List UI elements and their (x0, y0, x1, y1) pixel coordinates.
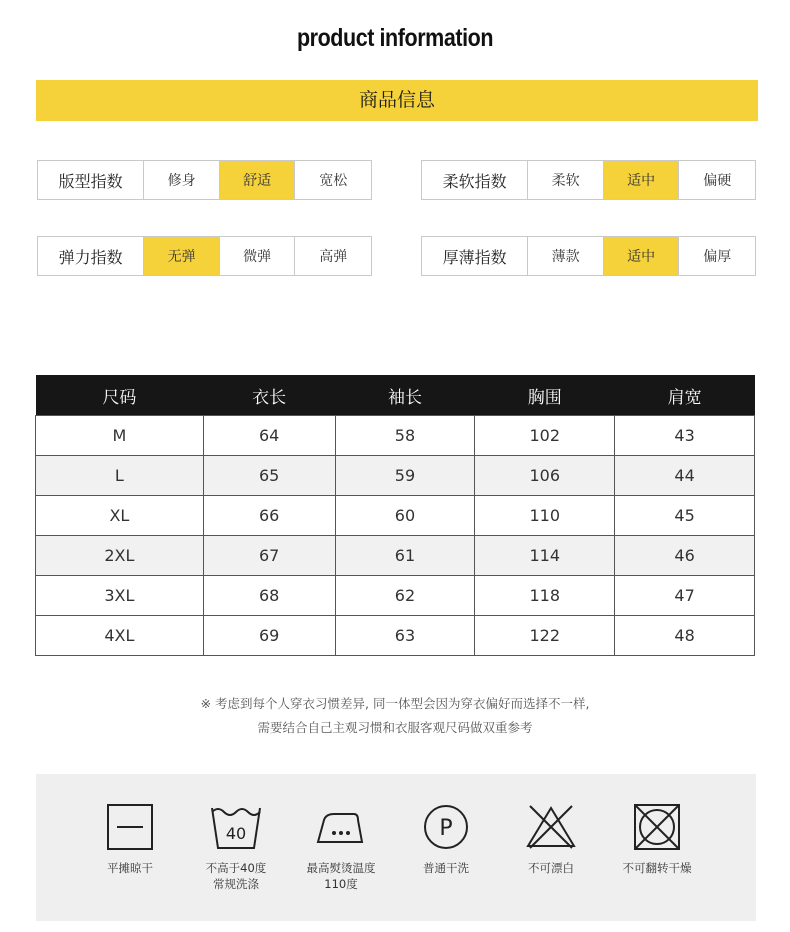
care-no-bleach (501, 802, 601, 876)
care-dry-clean (396, 802, 496, 876)
header-length: 衣长 (203, 375, 335, 416)
index-label: 版型指数 (58, 171, 123, 191)
dry-clean-letter: P (439, 816, 453, 841)
wash-temp: 40 (225, 824, 247, 843)
cell: 102 (475, 416, 615, 456)
thickness-index (421, 236, 756, 276)
table-header-row (36, 375, 755, 416)
cell: 60 (335, 496, 475, 536)
cell: 48 (615, 616, 755, 656)
table-row (36, 496, 755, 536)
index-option-selected: 无弹 (143, 237, 219, 275)
size-note-line-2: 需要结合自己主观习惯和衣服客观尺码做双重参考 (257, 720, 533, 735)
care-no-tumble-dry (607, 802, 707, 876)
index-option: 宽松 (294, 161, 371, 199)
dry-clean-p-icon (421, 802, 471, 852)
size-table (35, 375, 755, 656)
cell: 4XL (36, 616, 204, 656)
cell: 68 (203, 576, 335, 616)
iron-icon (314, 802, 368, 852)
index-option: 偏厚 (678, 237, 755, 275)
softness-index (421, 160, 756, 200)
index-label: 弹力指数 (58, 247, 123, 267)
header-shoulder: 肩宽 (615, 375, 755, 416)
table-row (36, 576, 755, 616)
cell: 114 (475, 536, 615, 576)
cell: 45 (615, 496, 755, 536)
flat-dry-icon (105, 802, 155, 852)
table-row (36, 416, 755, 456)
care-label: 不可翻转干燥 (622, 861, 692, 875)
cell: 58 (335, 416, 475, 456)
cell: XL (36, 496, 204, 536)
elasticity-index (37, 236, 372, 276)
cell: 118 (475, 576, 615, 616)
cell: 62 (335, 576, 475, 616)
cell: M (36, 416, 204, 456)
index-option: 微弹 (219, 237, 295, 275)
cell: 59 (335, 456, 475, 496)
care-label-line: 最高熨烫温度 (306, 861, 376, 875)
cell: 61 (335, 536, 475, 576)
fit-index (37, 160, 372, 200)
cell: 2XL (36, 536, 204, 576)
size-note-line-1: ※ 考虑到每个人穿衣习惯差异, 同一体型会因为穿衣偏好而选择不一样, (200, 696, 590, 711)
index-option: 高弹 (294, 237, 371, 275)
header-size: 尺码 (36, 375, 204, 416)
cell: 122 (475, 616, 615, 656)
care-label-line: 110度 (324, 877, 358, 891)
index-option: 修身 (143, 161, 219, 199)
cell: 64 (203, 416, 335, 456)
care-label-line: 常规洗涤 (213, 877, 259, 891)
cell: 3XL (36, 576, 204, 616)
wash-40-icon (209, 802, 263, 852)
index-option: 偏硬 (678, 161, 755, 199)
index-option: 薄款 (527, 237, 603, 275)
header-chest: 胸围 (475, 375, 615, 416)
cell: 67 (203, 536, 335, 576)
index-option-selected: 适中 (603, 237, 679, 275)
cell: 63 (335, 616, 475, 656)
cell: 43 (615, 416, 755, 456)
page-title: product information (296, 24, 494, 52)
cell: 44 (615, 456, 755, 496)
care-label-group (291, 860, 391, 892)
cell: 65 (203, 456, 335, 496)
cell: L (36, 456, 204, 496)
cell: 66 (203, 496, 335, 536)
no-tumble-dry-icon (632, 802, 682, 852)
care-iron (291, 802, 391, 892)
cell: 106 (475, 456, 615, 496)
care-wash (186, 802, 286, 892)
section-banner: 商品信息 (36, 80, 758, 121)
cell: 110 (475, 496, 615, 536)
table-row (36, 616, 755, 656)
header-sleeve: 袖长 (335, 375, 475, 416)
index-option-selected: 适中 (603, 161, 679, 199)
index-label: 厚薄指数 (442, 247, 507, 267)
no-bleach-icon (524, 802, 578, 852)
index-label: 柔软指数 (442, 171, 507, 191)
care-label: 平摊晾干 (107, 861, 153, 875)
cell: 46 (615, 536, 755, 576)
index-option-selected: 舒适 (219, 161, 295, 199)
table-row (36, 456, 755, 496)
care-label-group (186, 860, 286, 892)
cell: 47 (615, 576, 755, 616)
index-option: 柔软 (527, 161, 603, 199)
care-label-line: 不高于40度 (205, 861, 267, 875)
care-instructions (36, 774, 756, 921)
care-label: 不可漂白 (528, 861, 574, 875)
table-row (36, 536, 755, 576)
cell: 69 (203, 616, 335, 656)
care-label: 普通干洗 (423, 861, 469, 875)
care-flat-dry (80, 802, 180, 876)
